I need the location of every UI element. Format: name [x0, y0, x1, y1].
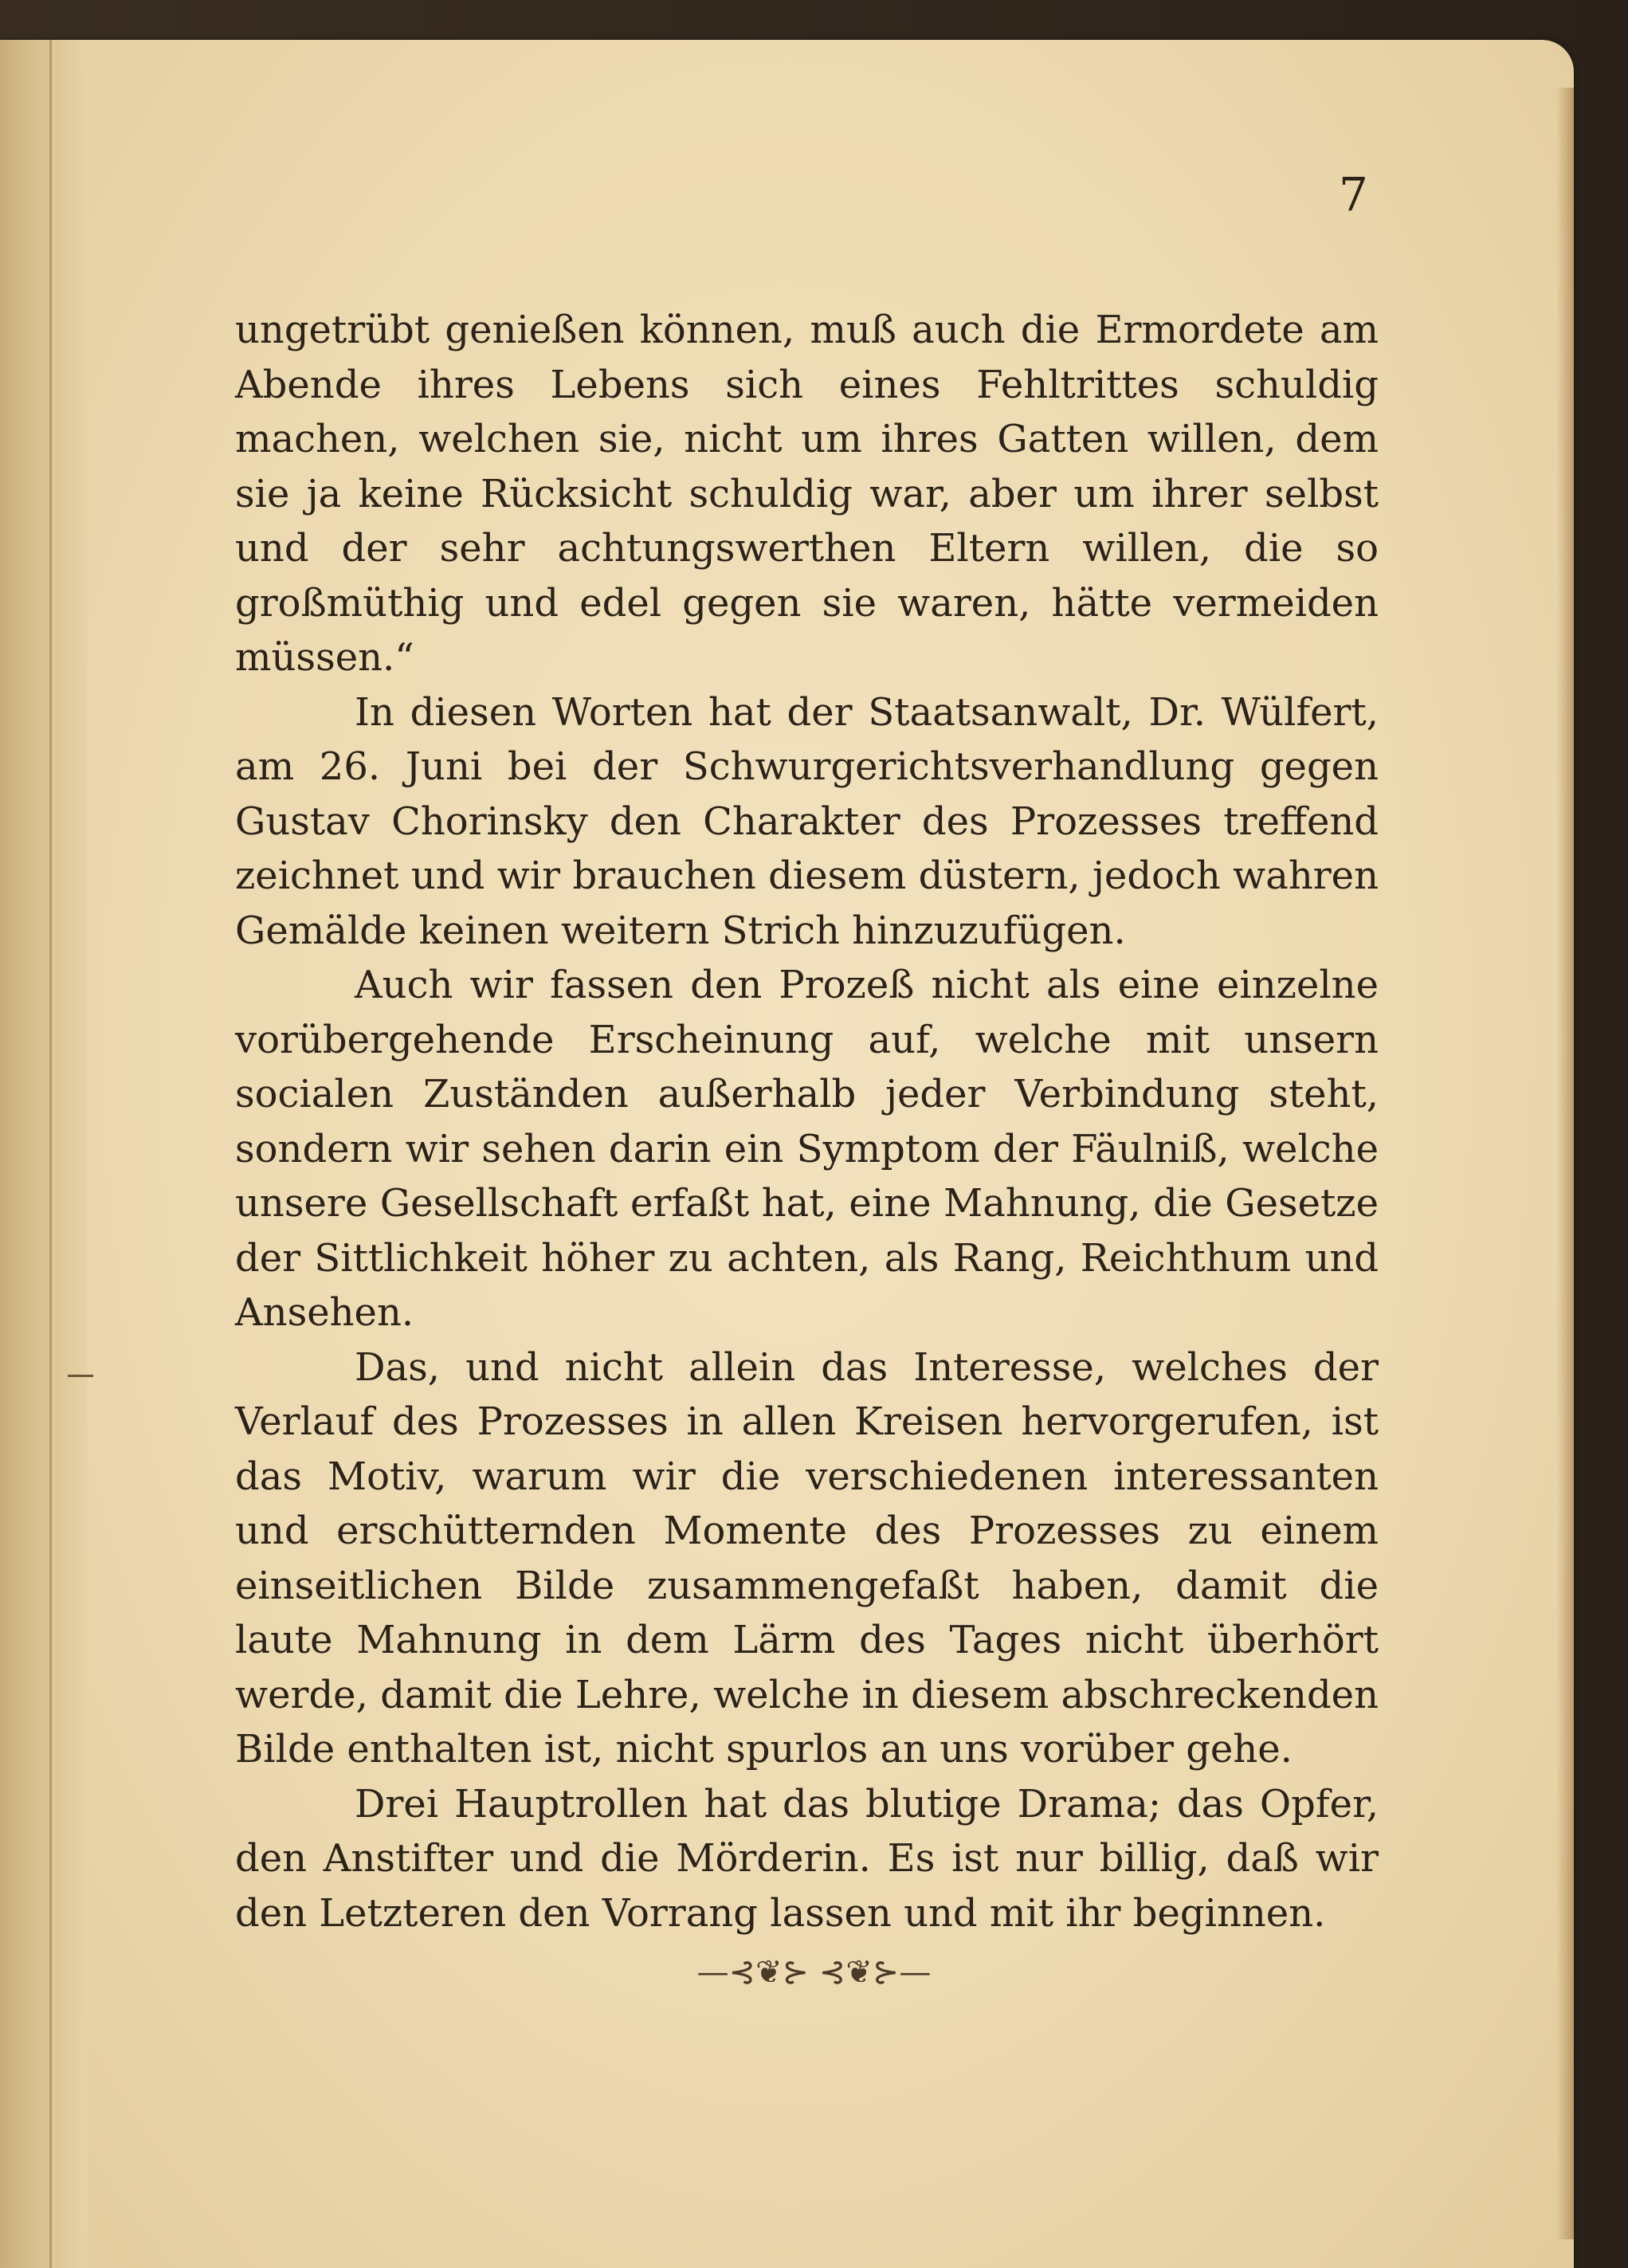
page-number: 7 [1339, 167, 1368, 222]
binding-line [49, 40, 52, 2268]
paragraph-3: Auch wir fassen den Prozeß nicht als eine einzelne vorübergehende Erscheinung auf, welche mit unsern socialen Zuständen außerhalb jeder Verbindung steht, sondern wir sehen darin ein Symptom der Fäulniß, welche unsere Gesellschaft erfaßt hat, eine Mahnung, die Gesetze der Sittlichkeit höher zu achten, als Rang, Reichthum und Ansehen. [235, 963, 1379, 1335]
end-ornament: —⊰❦⊱ ⊰❦⊱— [696, 1954, 932, 1991]
page-edge-shadow [1556, 88, 1574, 2239]
page-gutter [0, 40, 88, 2268]
paragraph-2: In diesen Worten hat der Staatsanwalt, Dr. Wülfert, am 26. Juni bei der Schwurgerichtsverhandlung gegen Gustav Chorinsky den Charakter des Prozesses treffend zeichnet und wir brauchen diesem düstern, jedoch wahren Gemälde keinen weitern Strich hinzuzufügen. [235, 689, 1379, 953]
paragraph-4: Das, und nicht allein das Interesse, welches der Verlauf des Prozesses in allen Kreisen hervorgerufen, ist das Motiv, warum wir die verschiedenen interessanten und erschütternden Momente des Prozesses zu einem einseitlichen Bilde zusammengefaßt haben, damit die laute Mahnung in dem Lärm des Tages nicht überhört werde, damit die Lehre, welche in diesem abschreckenden Bilde enthalten ist, nicht spurlos an uns vorüber gehe. [235, 1344, 1379, 1772]
paragraph-5: Drei Hauptrollen hat das blutige Drama; das Opfer, den Anstifter und die Mörderin. Es ist nur billig, daß wir den Letzteren den Vorrang lassen und mit ihr beginnen. [235, 1781, 1379, 1936]
paragraph-1: ungetrübt genießen können, muß auch die Ermordete am Abende ihres Lebens sich eines Fehltrittes schuldig machen, welchen sie, nicht um ihres Gatten willen, dem sie ja keine Rücksicht schuldig war, aber um ihrer selbst und der sehr achtungswerthen Eltern willen, die so großmüthig und edel gegen sie waren, hätte vermeiden müssen.“ [235, 308, 1379, 680]
body-text [235, 303, 1379, 1940]
margin-mark [68, 1375, 93, 1377]
